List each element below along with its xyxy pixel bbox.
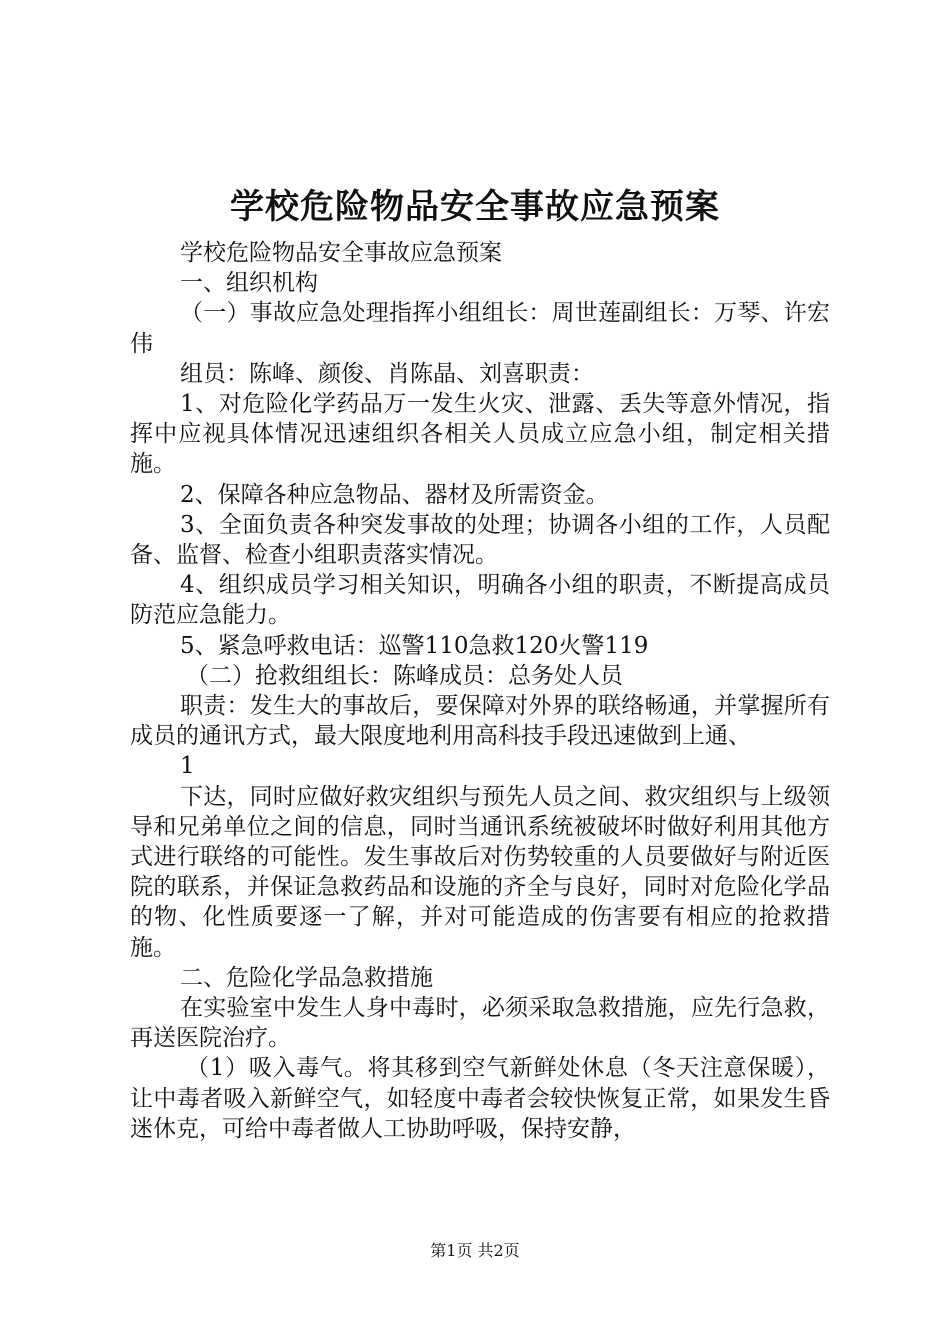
document-title: 学校危险物品安全事故应急预案 bbox=[230, 187, 720, 227]
paragraph-command-group: （一）事故应急处理指挥小组组长：周世莲副组长：万琴、许宏伟 bbox=[130, 300, 830, 357]
paragraph-emergency-phones: 5、紧急呼救电话：巡警110急救120火警119 bbox=[180, 632, 649, 659]
paragraph-inhalation: （1）吸入毒气。将其移到空气新鲜处休息（冬天注意保暖），让中毒者吸入新鲜空气，如轻度中毒者会较快恢复正常，如果发生昏迷休克，可给中毒者做人工协助呼吸，保持安静， bbox=[130, 1055, 830, 1142]
paragraph-section-1-heading: 一、组织机构 bbox=[180, 270, 318, 297]
page-footer: 第1页 共2页 bbox=[430, 1241, 520, 1260]
paragraph-rescue-group: （二）抢救组组长：陈峰成员：总务处人员 bbox=[186, 662, 623, 689]
paragraph-duty-4: 4、组织成员学习相关知识，明确各小组的职责，不断提高成员防范应急能力。 bbox=[130, 572, 830, 629]
paragraph-section-2-heading: 二、危险化学品急救措施 bbox=[180, 964, 433, 991]
paragraph-duty-2: 2、保障各种应急物品、器材及所需资金。 bbox=[180, 481, 609, 508]
paragraph-members: 组员：陈峰、颜俊、肖陈晶、刘喜职责： bbox=[180, 360, 594, 387]
paragraph-duty-3: 3、全面负责各种突发事故的处理；协调各小组的工作，人员配备、监督、检查小组职责落实情况。 bbox=[130, 511, 830, 569]
paragraph-rescue-duty: 职责：发生大的事故后，要保障对外界的联络畅通，并掌握所有成员的通讯方式，最大限度地利用高科技手段迅速做到上通、 bbox=[130, 693, 830, 750]
paragraph-first-aid-intro: 在实验室中发生人身中毒时，必须采取急救措施，应先行急救，再送医院治疗。 bbox=[130, 995, 830, 1052]
paragraph-rescue-duty-continued: 下达，同时应做好救灾组织与预先人员之间、救灾组织与上级领导和兄弟单位之间的信息，同时当通讯系统被破坏时做好利用其他方式进行联络的可能性。发生事故后对伤势较重的人员要做好与附近医院的联系，并保证急救药品和设施的齐全与良好，同时对危险化学品的物、化性质要逐一了解，并对可能造成的伤害要有相应的抢救措施。 bbox=[130, 783, 830, 961]
paragraph-subtitle: 学校危险物品安全事故应急预案 bbox=[180, 240, 502, 266]
document-body bbox=[130, 238, 830, 1144]
paragraph-inline-number: 1 bbox=[180, 753, 195, 780]
paragraph-duty-1: 1、对危险化学药品万一发生火灾、泄露、丢失等意外情况，指挥中应视具体情况迅速组织各相关人员成立应急小组，制定相关措施。 bbox=[130, 391, 830, 478]
